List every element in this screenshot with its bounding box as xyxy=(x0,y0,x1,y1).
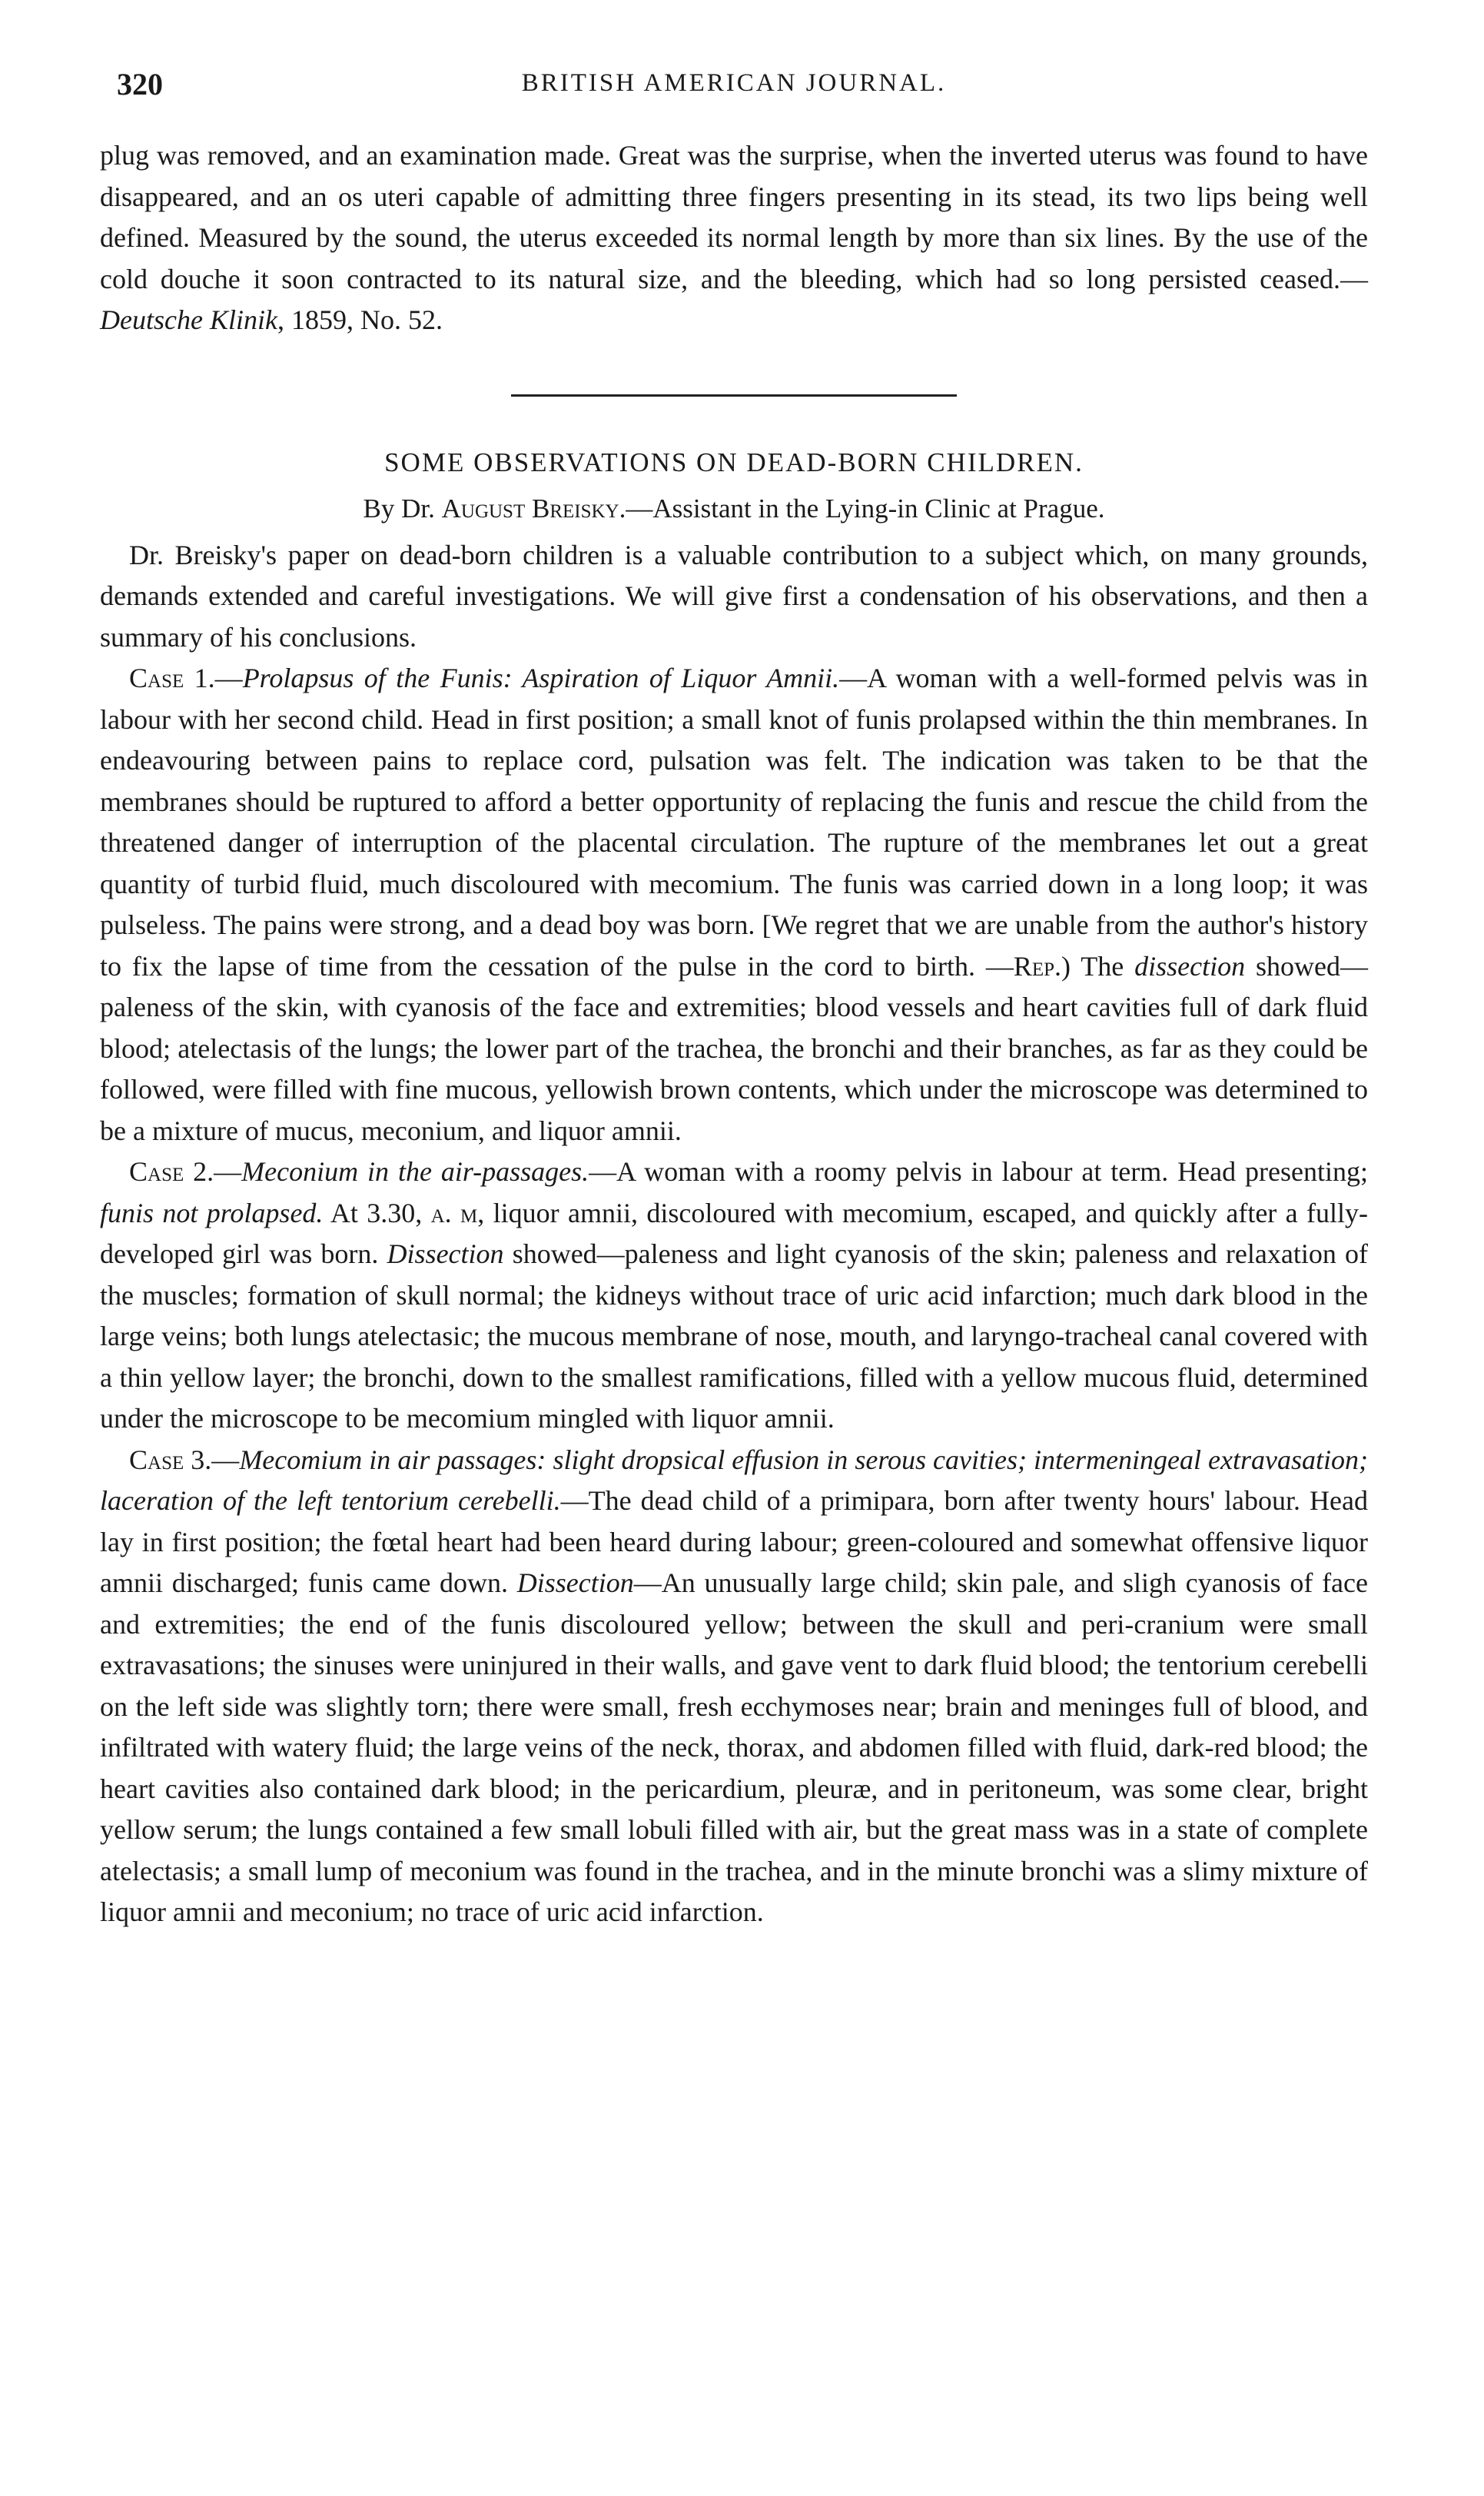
journal-page xyxy=(100,66,1368,1933)
source-citation: Deutsche Klinik xyxy=(100,304,277,335)
case-2-body-a: —A woman with a roomy pelvis in labour at term. Head presenting; xyxy=(589,1156,1369,1187)
case-2-title: Meconium in the air-passages. xyxy=(241,1156,589,1187)
byline-suffix: .—Assistant in the Lying-in Clinic at Prague. xyxy=(619,493,1105,523)
case-2-dissection: Dissection xyxy=(387,1238,504,1269)
case-3-body-b: —An unusually large child; skin pale, and sligh cyanosis of face and extremities; the end of the funis discoloured yellow; between the skull and peri-cranium were small extravasations; the sinuses were uninjured in their walls, and gave vent to dark fluid blood; the tentorium cerebelli on the left side was slightly torn; there were small, fresh ecchymoses near; brain and meninges full of blood, and infiltrated with watery fluid; the large veins of the neck, thorax, and abdomen filled with fluid, dark-red blood; the heart cavities also contained dark blood; in the pericardium, pleuræ, and in peritoneum, was some clear, bright yellow serum; the lungs contained a few small lobuli filled with air, but the great mass was in a state of complete atelectasis; a small lump of meconium was found in the trachea, and in the minute bronchi was a slimy mixture of liquor amnii and meconium; no trace of uric acid infarction. xyxy=(100,1567,1368,1927)
article-title: SOME OBSERVATIONS ON DEAD-BORN CHILDREN. xyxy=(384,447,1084,477)
lead-paragraph: Dr. Breisky's paper on dead-born children is a valuable contribution to a subject which, on many grounds, demands extended and careful investigations. We will give first a condensation of his observations, and then a summary of his conclusions. xyxy=(100,539,1368,653)
case-2-body-b: At 3.30, xyxy=(323,1197,431,1228)
case-3-body-a: —The dead child of a primipara, born after twenty hours' labour. Head lay in first position; the fœtal heart had been heard during labour; green-coloured and somewhat offensive liquor amnii discharged; funis came down. xyxy=(100,1485,1369,1598)
running-head xyxy=(100,66,1368,120)
case-1-title: Prolapsus of the Funis: Aspiration of Liquor Amnii. xyxy=(242,663,840,693)
case-3-number: 3.— xyxy=(184,1444,240,1475)
case-1-paragraph xyxy=(100,658,1368,1152)
case-2-funis: funis not prolapsed. xyxy=(100,1197,324,1228)
section-divider xyxy=(511,394,957,397)
byline-prefix: By Dr. xyxy=(363,493,442,523)
author-name: August Breisky xyxy=(441,493,619,523)
source-citation-tail: , 1859, No. 52. xyxy=(277,304,443,335)
case-1-rep: Rep. xyxy=(1013,950,1062,982)
journal-title: BRITISH AMERICAN JOURNAL. xyxy=(521,69,947,97)
case-1-number: 1.— xyxy=(184,663,243,693)
case-2-am: a. m xyxy=(430,1197,478,1228)
page-number: 320 xyxy=(117,67,163,101)
case-3-paragraph xyxy=(100,1440,1368,1933)
case-2-body-d: showed—paleness and light cyanosis of the skin; paleness and relaxation of the muscles; formation of skull normal; the kidneys without trace of uric acid infarction; much dark blood in the large veins; both lungs atelectasic; the mucous membrane of nose, mouth, and laryngo-tracheal canal covered with a thin yellow layer; the bronchi, down to the smallest ramifications, filled with a yellow mucous fluid, determined under the microscope to be mecomium mingled with liquor amnii. xyxy=(100,1238,1369,1434)
case-1-dissection: dissection xyxy=(1134,950,1246,982)
case-2-number: 2.— xyxy=(184,1156,242,1187)
continued-paragraph-text: plug was removed, and an examination made. Great was the surprise, when the inverted uterus was found to have disappeared, and an os uteri capable of admitting three fingers presenting in its stead, its two lips being well defined. Measured by the sound, the uterus exceeded its normal length by more than six lines. By the use of the cold douche it soon contracted to its natural size, and the bleeding, which had so long persisted ceased.— xyxy=(100,140,1368,294)
case-3-title: Mecomium in air passages: slight dropsical effusion in serous cavities; intermeningeal extravasation; laceration of the left tentorium cerebelli. xyxy=(100,1444,1368,1516)
case-3-dissection: Dissection xyxy=(516,1567,634,1598)
case-2-label: Case xyxy=(129,1156,184,1187)
case-1-body-b: ) The xyxy=(1061,950,1135,982)
byline xyxy=(100,494,1368,524)
case-2-body-c: , liquor amnii, discoloured with mecomium, escaped, and quickly after a fully-developed girl was born. xyxy=(100,1197,1369,1269)
case-3-label: Case xyxy=(129,1444,184,1475)
continued-paragraph xyxy=(100,135,1368,341)
case-1-label: Case xyxy=(129,663,184,693)
case-1-body-c: showed—paleness of the skin, with cyanosis of the face and extremities; blood vessels and heart cavities full of dark fluid blood; atelectasis of the lungs; the lower part of the trachea, the bronchi and their branches, as far as they could be followed, were filled with fine mucous, yellowish brown contents, which under the microscope was determined to be a mixture of mucus, meconium, and liquor amnii. xyxy=(100,950,1369,1146)
case-1-body-a: —A woman with a well-formed pelvis was in labour with her second child. Head in first position; a small knot of funis prolapsed within the thin membranes. In endeavouring between pains to replace cord, pulsation was felt. The indication was taken to be that the membranes should be ruptured to afford a better opportunity of replacing the funis and rescue the child from the threatened danger of interruption of the placental circulation. The rupture of the membranes let out a great quantity of turbid fluid, much discoloured with mecomium. The funis was carried down in a long loop; it was pulseless. The pains were strong, and a dead boy was born. [We regret that we are unable from the author's history to fix the lapse of time from the cessation of the pulse in the cord to birth. — xyxy=(100,663,1368,982)
case-2-paragraph xyxy=(100,1152,1368,1440)
